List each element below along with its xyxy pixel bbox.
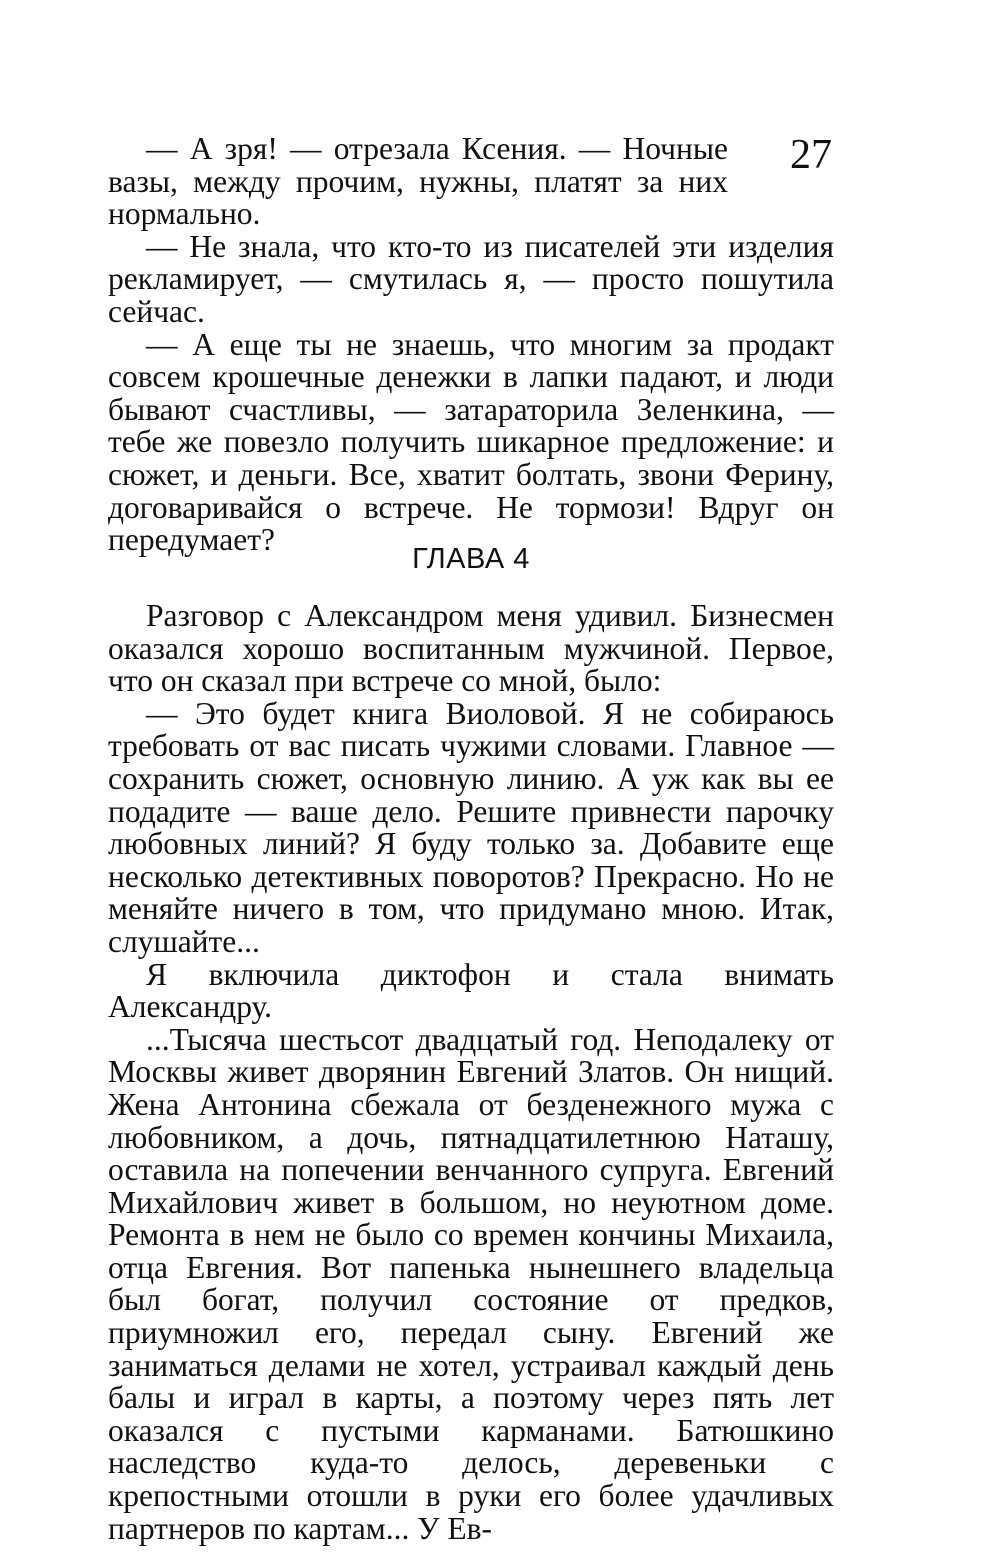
page-number: 27 [790, 132, 832, 178]
chapter-title: ГЛАВА 4 [412, 543, 530, 575]
paragraph: Я включила диктофон и стала внимать Александру. [108, 956, 834, 1025]
paragraph: — А зря! — отрезала Ксения. — Ночные вазы, между прочим, нужны, платят за них нормально. [108, 131, 728, 232]
paragraph: — Это будет книга Виоловой. Я не собираюсь требовать от вас писать чужими словами. Главное — сохранить сюжет, основную линию. А уж как вы ее подадите — ваше дело. Решите привнести парочку любовных линий? Я буду только за. Добавите еще несколько детективных поворотов? Прекрасно. Но не меняйте ничего в том, что придумано мною. Итак, слушайте... [108, 695, 834, 959]
paragraph: ...Тысяча шестьсот двадцатый год. Неподалеку от Москвы живет дворянин Евгений Златов. Он нищий. Жена Антонина сбежала от безденежного мужа с любовником, а дочь, пятнадцатилетнюю Наташу, оставила на попечении венчанного супруга. Евгений Михайлович живет в большом, но неуютном доме. Ремонта в нем не было со времен кончины Михаила, отца Евгения. Вот папенька нынешнего владельца был богат, получил состояние от предков, приумножил его, передал сыну. Евгений же заниматься делами не хотел, устраивал каждый день балы и играл в карты, а поэтому через пять лет оказался с пустыми карманами. Батюшкино наследство куда-то делось, деревеньки с крепостными отошли в руки его более удачливых партнеров по картам... У Ев- [108, 1021, 834, 1546]
paragraph: — А еще ты не знаешь, что многим за продакт совсем крошечные денежки в лапки падают, и люди бывают счастливы, — затараторила Зеленкина, — тебе же повезло получить шикарное предложение: и сюжет, и деньги. Все, хватит болтать, звони Ферину, договаривайся о встрече. Не тормози! Вдруг он передумает? [108, 326, 834, 558]
text-block-top [108, 133, 834, 557]
paragraph: — Не знала, что кто-то из писателей эти изделия рекламирует, — смутилась я, — просто пошутила сейчас. [108, 228, 834, 329]
text-block-bottom [108, 600, 834, 1545]
paragraph: Разговор с Александром меня удивил. Бизнесмен оказался хорошо воспитанным мужчиной. Первое, что он сказал при встрече со мной, было: [108, 598, 834, 699]
